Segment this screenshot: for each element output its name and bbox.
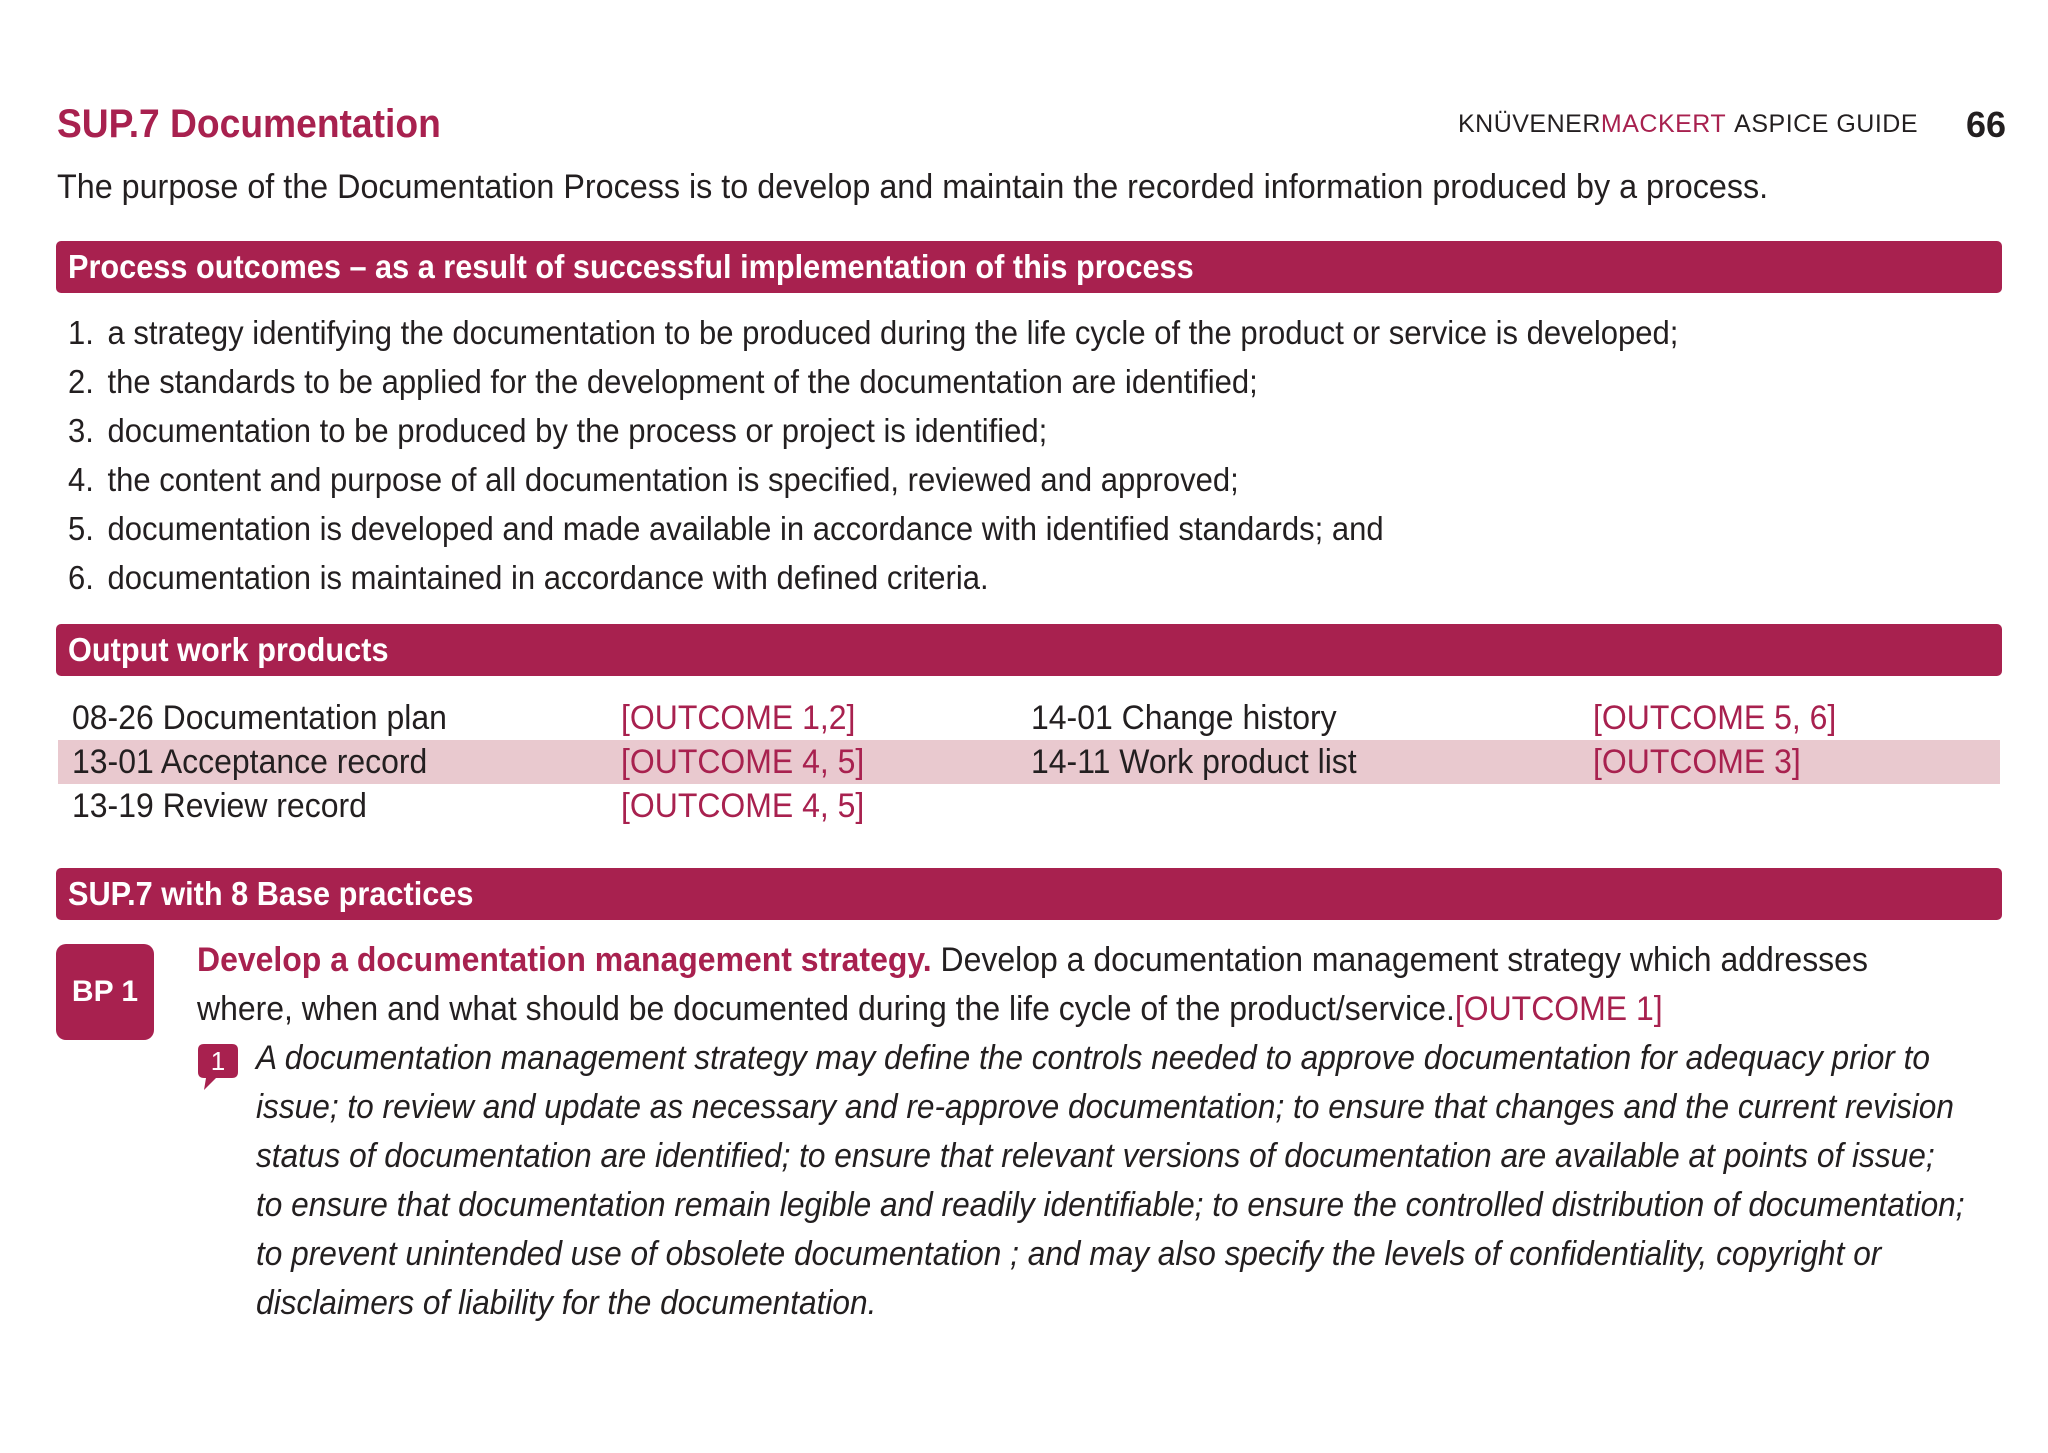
outcome-text: the standards to be applied for the development of the documentation are identified; bbox=[107, 363, 1258, 400]
note-line: disclaimers of liability for the documentation. bbox=[256, 1284, 877, 1322]
table-row bbox=[58, 740, 2000, 784]
bp1-note bbox=[256, 1034, 2036, 1328]
base-practices-heading-band bbox=[56, 868, 2002, 920]
note-line: to prevent unintended use of obsolete documentation ; and may also specify the levels of confidentiality, copyright or bbox=[256, 1235, 1882, 1273]
work-products-table bbox=[58, 696, 2000, 828]
outcome-text: documentation to be produced by the process or project is identified; bbox=[107, 412, 1048, 449]
bp1-line-1 bbox=[197, 936, 1908, 985]
outcome-item bbox=[68, 308, 1678, 357]
outcome-item bbox=[68, 406, 1678, 455]
outcome-item bbox=[68, 504, 1678, 553]
outcome-number: 1. bbox=[68, 314, 94, 351]
outcome-number: 2. bbox=[68, 363, 94, 400]
work-product-name: 08-26 Documentation plan bbox=[72, 699, 447, 737]
brand-guide-label: ASPICE GUIDE bbox=[1734, 110, 1918, 138]
page-number: 66 bbox=[1965, 104, 2006, 145]
brand-name-part2: MACKERT bbox=[1600, 110, 1727, 138]
bp1-description-text: Develop a documentation management strategy which addresses bbox=[931, 941, 1868, 979]
outcomes-list bbox=[68, 308, 1781, 602]
note-speech-bubble-icon bbox=[196, 1042, 240, 1094]
outcome-number: 3. bbox=[68, 412, 94, 449]
table-row bbox=[58, 784, 2000, 828]
note-number: 1 bbox=[210, 1046, 226, 1076]
work-product-outcome: [OUTCOME 4, 5] bbox=[621, 787, 865, 825]
outcome-text: a strategy identifying the documentation to be produced during the life cycle of the product or service is developed; bbox=[107, 314, 1679, 351]
work-product-name: 14-01 Change history bbox=[1031, 699, 1337, 737]
work-product-outcome: [OUTCOME 1,2] bbox=[621, 699, 856, 737]
bp1-outcome-ref: [OUTCOME 1] bbox=[1454, 990, 1663, 1028]
work-product-name: 13-19 Review record bbox=[72, 787, 367, 825]
speech-bubble-icon bbox=[196, 1042, 240, 1094]
purpose-statement: The purpose of the Documentation Process is to develop and maintain the recorded information produced by a process. bbox=[57, 168, 1769, 206]
work-product-name: 14-11 Work product list bbox=[1031, 743, 1357, 781]
bp1-badge: BP 1 bbox=[56, 944, 154, 1040]
brand-logo bbox=[1458, 110, 1918, 139]
outcome-item bbox=[68, 357, 1678, 406]
note-line: A documentation management strategy may define the controls needed to approve documentation for adequacy prior to bbox=[256, 1039, 1930, 1077]
outcomes-heading: Process outcomes – as a result of successful implementation of this process bbox=[68, 248, 1194, 285]
outcome-text: documentation is developed and made available in accordance with identified standards; and bbox=[107, 510, 1384, 547]
outcome-item bbox=[68, 553, 1678, 602]
note-line: to ensure that documentation remain legible and readily identifiable; to ensure the controlled distribution of documentation; bbox=[256, 1186, 1965, 1224]
work-product-name: 13-01 Acceptance record bbox=[72, 743, 428, 781]
bp1-line-2 bbox=[197, 985, 1908, 1034]
brand-name-part1: KNÜVENER bbox=[1457, 110, 1601, 138]
bp1-description-text: where, when and what should be documented during the life cycle of the product/service. bbox=[197, 990, 1455, 1028]
bp1-description bbox=[197, 936, 2017, 1034]
work-product-outcome: [OUTCOME 3] bbox=[1593, 743, 1801, 781]
base-practices-heading: SUP.7 with 8 Base practices bbox=[68, 875, 474, 912]
page-title: SUP.7 Documentation bbox=[57, 102, 441, 146]
outcome-number: 6. bbox=[68, 559, 94, 596]
work-product-outcome: [OUTCOME 4, 5] bbox=[621, 743, 865, 781]
work-product-outcome: [OUTCOME 5, 6] bbox=[1593, 699, 1837, 737]
table-row bbox=[58, 696, 2000, 740]
work-products-heading: Output work products bbox=[68, 631, 389, 668]
outcome-number: 4. bbox=[68, 461, 94, 498]
outcome-text: the content and purpose of all documentation is specified, reviewed and approved; bbox=[107, 461, 1239, 498]
note-line: issue; to review and update as necessary and re-approve documentation; to ensure that changes and the current revision bbox=[256, 1088, 1954, 1126]
outcome-item bbox=[68, 455, 1678, 504]
bp1-title: Develop a documentation management strategy. bbox=[197, 941, 932, 979]
work-products-heading-band bbox=[56, 624, 2002, 676]
note-line: status of documentation are identified; to ensure that relevant versions of documentation are available at points of issue; bbox=[256, 1137, 1935, 1175]
outcomes-heading-band bbox=[56, 241, 2002, 293]
outcome-text: documentation is maintained in accordance with defined criteria. bbox=[107, 559, 989, 596]
outcome-number: 5. bbox=[68, 510, 94, 547]
